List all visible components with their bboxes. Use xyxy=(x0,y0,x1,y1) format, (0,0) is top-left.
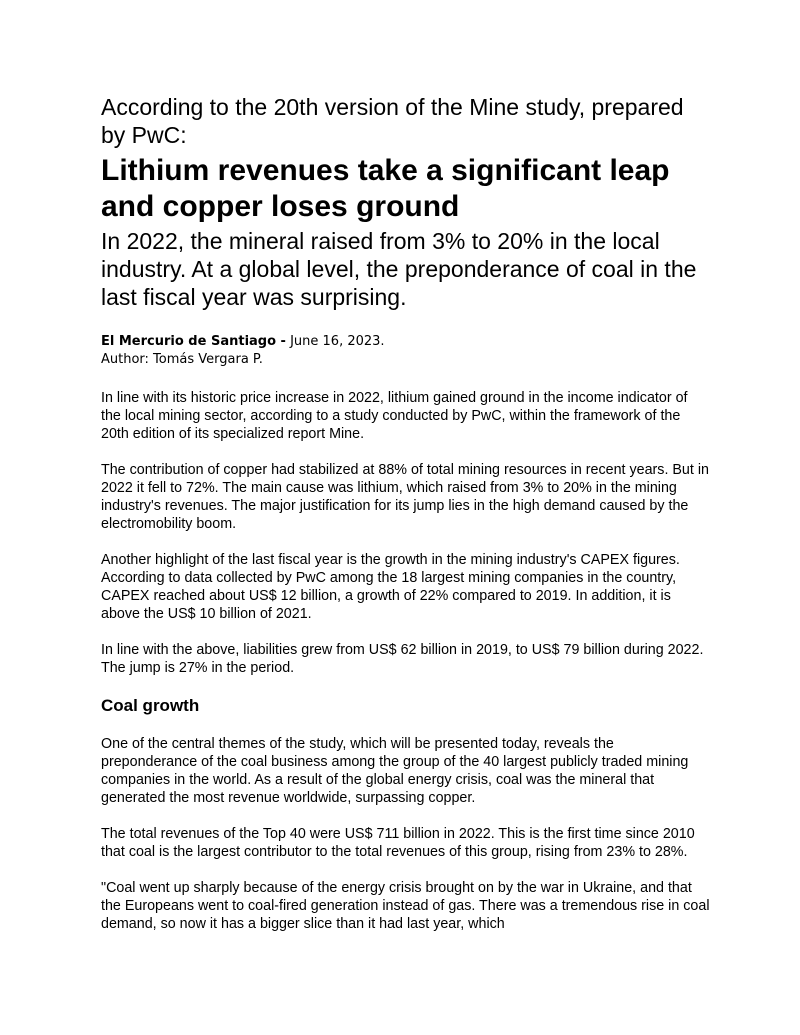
byline xyxy=(101,333,711,369)
body-paragraph: Another highlight of the last fiscal year is the growth in the mining industry's CAPEX figures. According to data collected by PwC among the 18 largest mining companies in the country, CAPEX reached about US$ 12 billion, a growth of 22% compared to 2019. In addition, it is above the US$ 10 billion of 2021. xyxy=(101,552,680,622)
publication-date: June 16, 2023. xyxy=(285,334,385,349)
body-paragraph: The total revenues of the Top 40 were US$ 711 billion in 2022. This is the first time since 2010 that coal is the largest contributor to the total revenues of this group, rising from 23% to 28%. xyxy=(101,826,695,860)
author-line: Author: Tomás Vergara P. xyxy=(101,352,263,367)
body-paragraph: "Coal went up sharply because of the energy crisis brought on by the war in Ukraine, and that the Europeans went to coal-fired generation instead of gas. There was a tremendous rise in coal demand, so now it has a bigger slice than it had last year, which xyxy=(101,880,710,932)
article-headline: Lithium revenues take a significant leap and copper loses ground xyxy=(101,154,670,223)
article-deck: In 2022, the mineral raised from 3% to 20% in the local industry. At a global level, the preponderance of coal in the last fiscal year was surprising. xyxy=(101,228,697,310)
section-heading: Coal growth xyxy=(101,696,200,715)
body-paragraph: In line with its historic price increase in 2022, lithium gained ground in the income indicator of the local mining sector, according to a study conducted by PwC, within the framework of the 20th edition of its specialized report Mine. xyxy=(101,390,688,442)
body-paragraph: In line with the above, liabilities grew from US$ 62 billion in 2019, to US$ 79 billion during 2022. The jump is 27% in the period. xyxy=(101,642,704,676)
body-paragraph: One of the central themes of the study, which will be presented today, reveals the preponderance of the coal business among the group of the 40 largest publicly traded mining companies in the world. As a result of the global energy crisis, coal was the mineral that generated the most revenue worldwide, surpassing copper. xyxy=(101,736,689,806)
body-paragraph: The contribution of copper had stabilized at 88% of total mining resources in recent years. But in 2022 it fell to 72%. The main cause was lithium, which raised from 3% to 20% in the mining industry's revenues. The major justification for its jump lies in the high demand caused by the electromobility boom. xyxy=(101,462,709,532)
publication-name: El Mercurio de Santiago - xyxy=(101,334,286,349)
article-page xyxy=(101,93,711,933)
article-kicker: According to the 20th version of the Mine study, prepared by PwC: xyxy=(101,94,684,148)
publication-line xyxy=(101,333,711,351)
